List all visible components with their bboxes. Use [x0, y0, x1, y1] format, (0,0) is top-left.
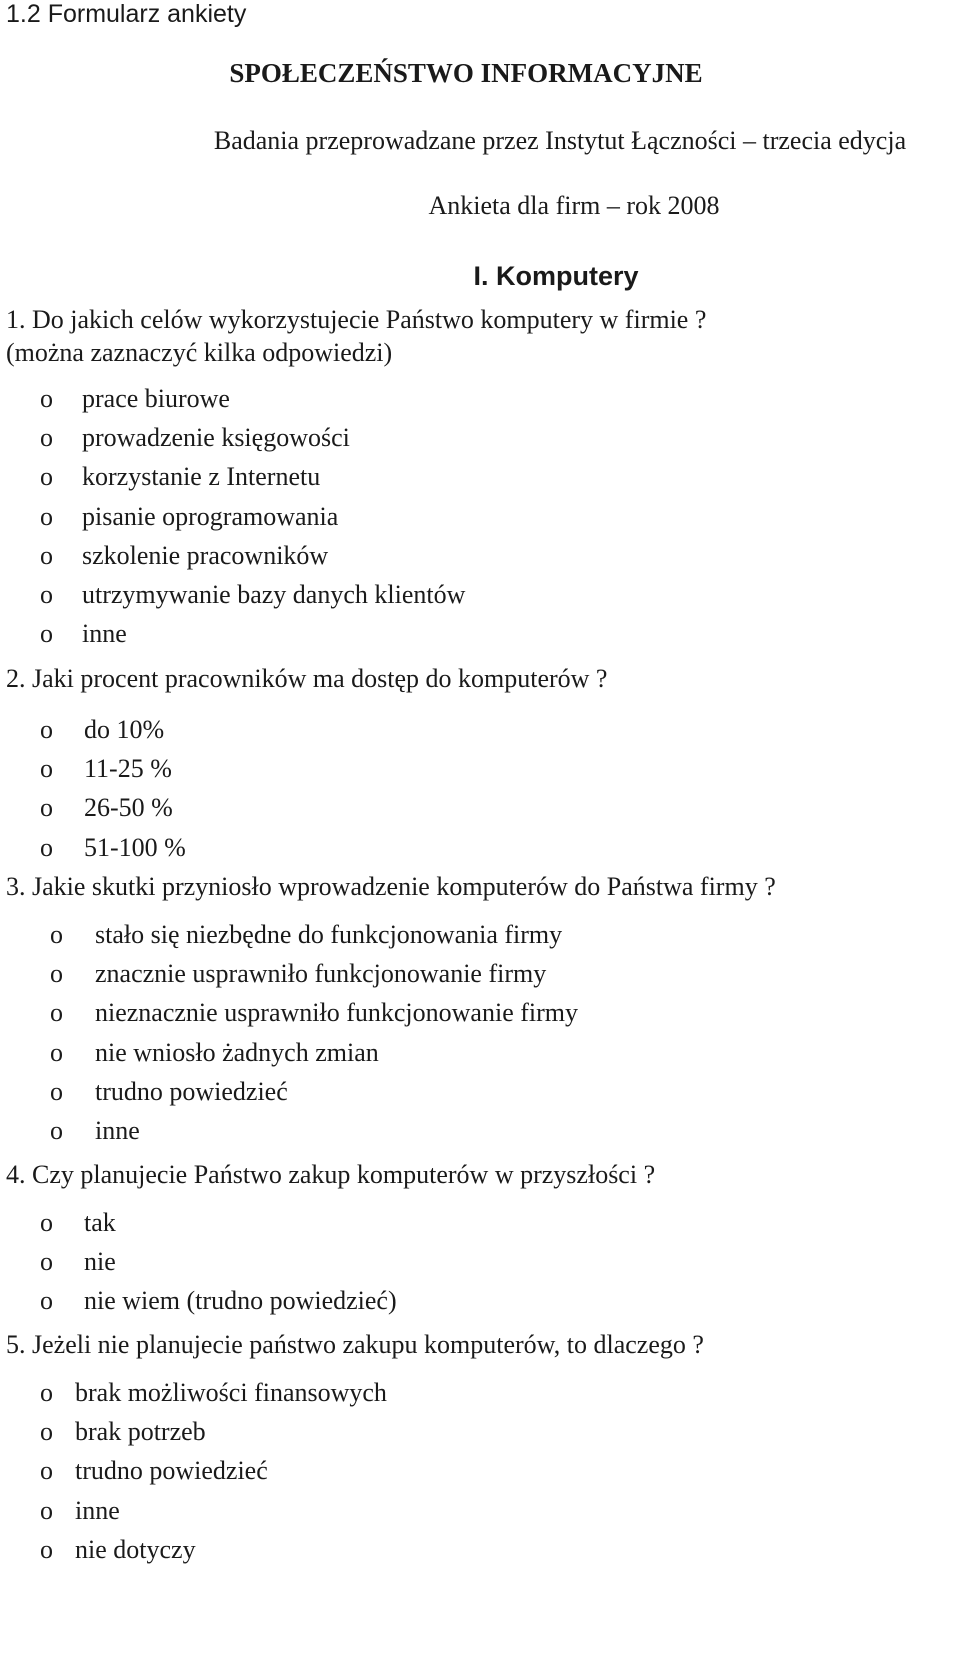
option-label: inne	[82, 619, 127, 649]
option-label: inne	[95, 1115, 140, 1145]
option-bullet: o	[40, 462, 53, 492]
option-label: szkolenie pracowników	[82, 540, 329, 570]
option-label: prace biurowe	[82, 384, 230, 413]
option-label: korzystanie z Internetu	[82, 462, 321, 492]
option-label: znacznie usprawniło funkcjonowanie firmy	[95, 959, 547, 989]
option-label: tak	[84, 1208, 116, 1237]
survey-title: SPOŁECZEŃSTWO INFORMACYJNE	[229, 58, 703, 88]
question-3: 3. Jakie skutki przyniosło wprowadzenie komputerów do Państwa firmy ?	[6, 872, 776, 901]
option-bullet: o	[50, 998, 63, 1028]
survey-subtitle: Badania przeprowadzane przez Instytut Łączności – trzecia edycja	[213, 126, 907, 155]
option-bullet: o	[40, 754, 53, 784]
option-label: brak możliwości finansowych	[75, 1378, 387, 1407]
option-bullet: o	[40, 1378, 53, 1407]
question-1: 1. Do jakich celów wykorzystujecie Państwo komputery w firmie ?	[6, 305, 707, 334]
option-bullet: o	[40, 1286, 53, 1316]
option-bullet: o	[40, 1534, 53, 1564]
option-bullet: o	[40, 1247, 53, 1277]
option-bullet: o	[50, 1115, 63, 1145]
option-bullet: o	[40, 540, 53, 570]
option-bullet: o	[40, 501, 53, 531]
option-label: nie wniosło żadnych zmian	[95, 1037, 379, 1067]
option-bullet: o	[40, 715, 53, 744]
option-bullet: o	[50, 920, 63, 949]
option-bullet: o	[40, 1456, 53, 1486]
question-1-note: (można zaznaczyć kilka odpowiedzi)	[6, 338, 393, 367]
option-label: nieznacznie usprawniło funkcjonowanie firmy	[95, 998, 578, 1028]
section-heading: 1.2 Formularz ankiety	[6, 0, 247, 28]
option-bullet: o	[50, 1037, 63, 1067]
option-label: 51-100 %	[84, 832, 186, 862]
option-bullet: o	[40, 384, 53, 413]
option-label: pisanie oprogramowania	[82, 501, 339, 531]
option-bullet: o	[40, 579, 53, 609]
option-bullet: o	[40, 793, 53, 823]
option-label: nie	[84, 1247, 116, 1277]
option-bullet: o	[40, 1417, 53, 1447]
option-label: trudno powiedzieć	[75, 1456, 268, 1486]
part-heading: I. Komputery	[473, 261, 639, 291]
option-bullet: o	[40, 1495, 53, 1525]
option-bullet: o	[40, 832, 53, 862]
option-label: 26-50 %	[84, 793, 173, 823]
option-bullet: o	[40, 1208, 53, 1237]
option-bullet: o	[50, 959, 63, 989]
option-label: nie dotyczy	[75, 1534, 196, 1564]
option-label: prowadzenie księgowości	[82, 423, 350, 453]
option-label: trudno powiedzieć	[95, 1076, 288, 1106]
question-4: 4. Czy planujecie Państwo zakup komputerów w przyszłości ?	[6, 1160, 656, 1189]
option-bullet: o	[40, 619, 53, 649]
question-5: 5. Jeżeli nie planujecie państwo zakupu komputerów, to dlaczego ?	[6, 1330, 704, 1359]
option-label: stało się niezbędne do funkcjonowania firmy	[95, 920, 563, 949]
option-label: 11-25 %	[84, 754, 172, 784]
option-label: brak potrzeb	[75, 1417, 206, 1447]
question-2: 2. Jaki procent pracowników ma dostęp do komputerów ?	[6, 664, 608, 693]
option-label: inne	[75, 1495, 120, 1525]
option-label: utrzymywanie bazy danych klientów	[82, 579, 466, 609]
option-bullet: o	[40, 423, 53, 453]
survey-name: Ankieta dla firm – rok 2008	[428, 191, 720, 220]
option-bullet: o	[50, 1076, 63, 1106]
option-label: do 10%	[84, 715, 165, 744]
option-label: nie wiem (trudno powiedzieć)	[84, 1286, 397, 1316]
